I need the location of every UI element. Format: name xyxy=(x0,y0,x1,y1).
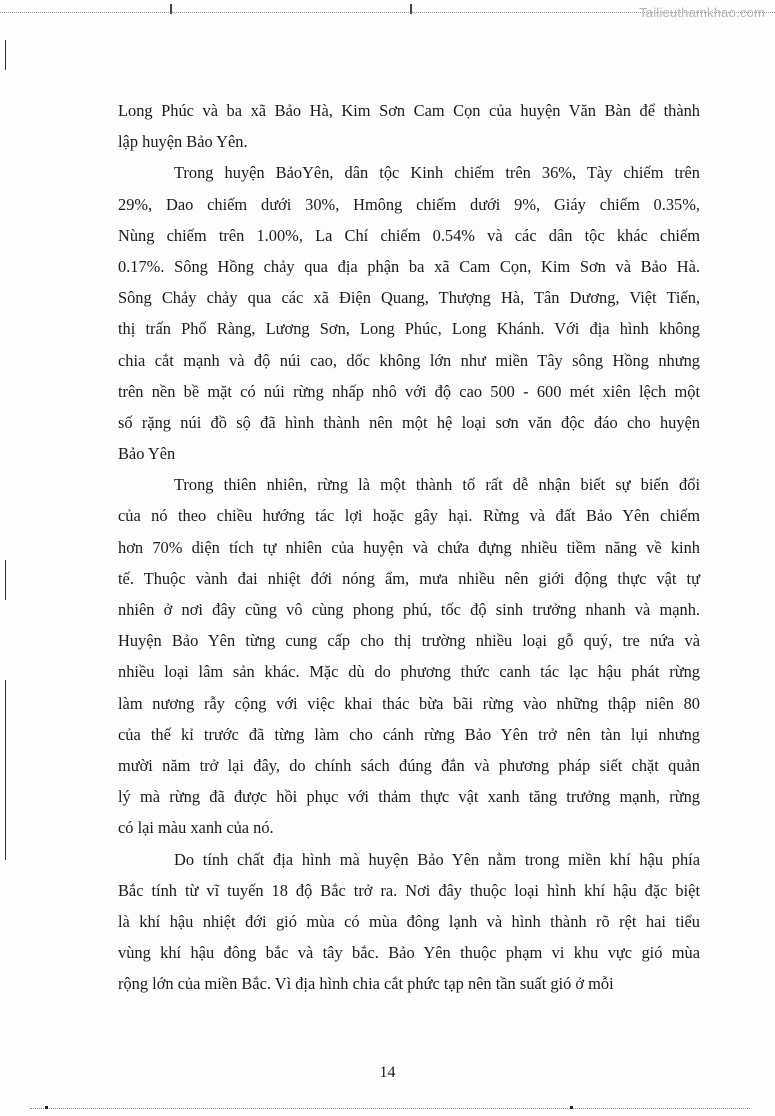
text-line: 29%, Dao chiếm dưới 30%, Hmông chiếm dưới 9%, Giáy chiếm 0.35%, xyxy=(118,194,700,214)
scan-artifact-tick xyxy=(410,4,412,14)
text-line: có lại màu xanh của nó. xyxy=(118,818,274,838)
text-line: Trong thiên nhiên, rừng là một thành tố rất dễ nhận biết sự biến đổi xyxy=(174,475,700,495)
text-line: 0.17%. Sông Hồng chảy qua địa phận ba xã Cam Cọn, Kim Sơn và Bảo Hà. xyxy=(118,256,700,276)
text-line: Bắc tính từ vĩ tuyến 18 độ Bắc trở ra. Nơi đây thuộc loại hình khí hậu đặc biệt xyxy=(118,880,700,900)
text-line: Long Phúc và ba xã Bảo Hà, Kim Sơn Cam Cọn của huyện Văn Bàn để thành xyxy=(118,101,700,120)
text-line: vùng khí hậu đông bắc và tây bắc. Bảo Yên thuộc phạm vi khu vực gió mùa xyxy=(118,943,700,963)
text-line: lý mà rừng đã được hồi phục với thảm thực vật xanh tăng trưởng mạnh, rừng xyxy=(118,787,700,807)
text-line: Huyện Bảo Yên từng cung cấp cho thị trường nhiều loại gỗ quý, tre nứa và xyxy=(118,631,700,651)
text-line: Nùng chiếm trên 1.00%, La Chí chiếm 0.54% và các dân tộc khác chiếm xyxy=(118,225,700,245)
text-line: là khí hậu nhiệt đới gió mùa có mùa đông lạnh và hình thành rõ rệt hai tiểu xyxy=(118,911,700,931)
text-line: nhiều loại lâm sản khác. Mặc dù do phương thức canh tác lạc hậu phát rừng xyxy=(118,662,700,682)
paragraph xyxy=(118,157,700,469)
text-line: lập huyện Bảo Yên. xyxy=(118,132,248,152)
text-line: hơn 70% diện tích tự nhiên của huyện và chứa đựng nhiều tiềm năng về kinh xyxy=(118,537,700,557)
paragraph xyxy=(118,469,700,843)
text-line: trên nền bề mặt có núi rừng nhấp nhô với độ cao 500 - 600 mét xiên lệch một xyxy=(118,381,700,401)
scan-artifact-left xyxy=(5,40,6,70)
text-line: của thế kỉ trước đã từng làm cho cánh rừng Bảo Yên trở nên tàn lụi nhưng xyxy=(118,724,700,744)
body-text xyxy=(118,95,700,999)
text-line: thị trấn Phố Ràng, Lương Sơn, Long Phúc, Long Khánh. Với địa hình không xyxy=(118,319,700,339)
scan-artifact-dot xyxy=(45,1106,48,1109)
text-line: Bảo Yên xyxy=(118,444,176,464)
paragraph xyxy=(118,844,700,1000)
scan-artifact-bottom xyxy=(30,1108,750,1110)
scan-artifact-dot xyxy=(570,1106,573,1109)
text-line: mười năm trở lại đây, do chính sách đúng đắn và phương pháp siết chặt quản xyxy=(118,755,700,775)
paragraph xyxy=(118,95,700,157)
scan-artifact-tick xyxy=(170,4,172,14)
text-line: Do tính chất địa hình mà huyện Bảo Yên nằm trong miền khí hậu phía xyxy=(174,849,700,869)
text-line: của nó theo chiều hướng tác lợi hoặc gây hại. Rừng và đất Bảo Yên chiếm xyxy=(118,506,700,526)
text-line: Trong huyện BảoYên, dân tộc Kinh chiếm trên 36%, Tày chiếm trên xyxy=(174,163,700,183)
text-line: chia cắt mạnh và độ núi cao, dốc không lớn như miền Tây sông Hồng nhưng xyxy=(118,350,700,370)
text-line: Sông Chảy chảy qua các xã Điện Quang, Thượng Hà, Tân Dương, Việt Tiến, xyxy=(118,288,700,308)
page-number: 14 xyxy=(379,1064,396,1081)
text-line: tế. Thuộc vành đai nhiệt đới nóng ẩm, mưa nhiều nên giới động thực vật tự xyxy=(118,568,700,588)
text-line: số rặng núi đồ sộ đã hình thành nên một hệ loại sơn văn độc đáo cho huyện xyxy=(118,412,700,432)
scan-artifact-left xyxy=(5,680,6,860)
watermark: Tailieuthamkhao.com xyxy=(639,5,765,20)
scan-artifact-left xyxy=(5,560,6,600)
text-line: rộng lớn của miền Bắc. Vì địa hình chia cắt phức tạp nên tần suất gió ở mỗi xyxy=(118,974,614,994)
text-line: nhiên ở nơi đây cũng vô cùng phong phú, tốc độ sinh trưởng nhanh và mạnh. xyxy=(118,600,700,619)
text-line: làm nương rẫy cộng với việc khai thác bừa bãi rừng vào những thập niên 80 xyxy=(118,693,700,713)
